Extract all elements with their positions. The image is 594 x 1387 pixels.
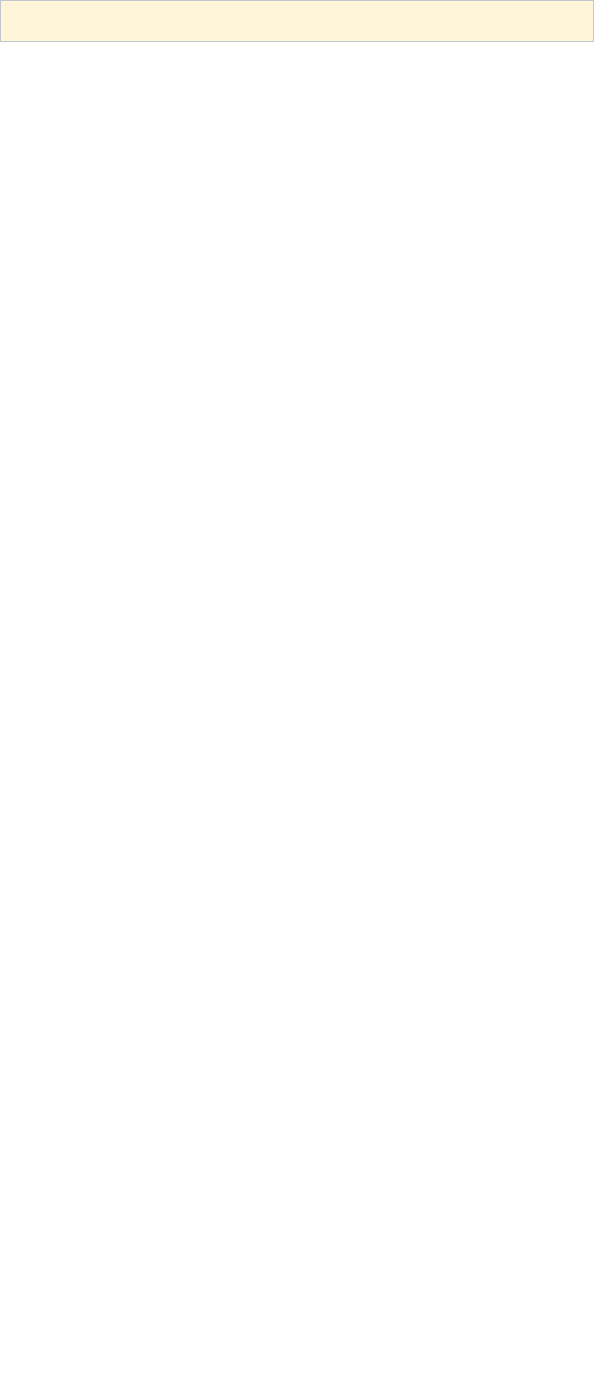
calendar-title [1,1,593,11]
days-of-week-row [0,41,594,57]
calendar-header [0,0,594,42]
